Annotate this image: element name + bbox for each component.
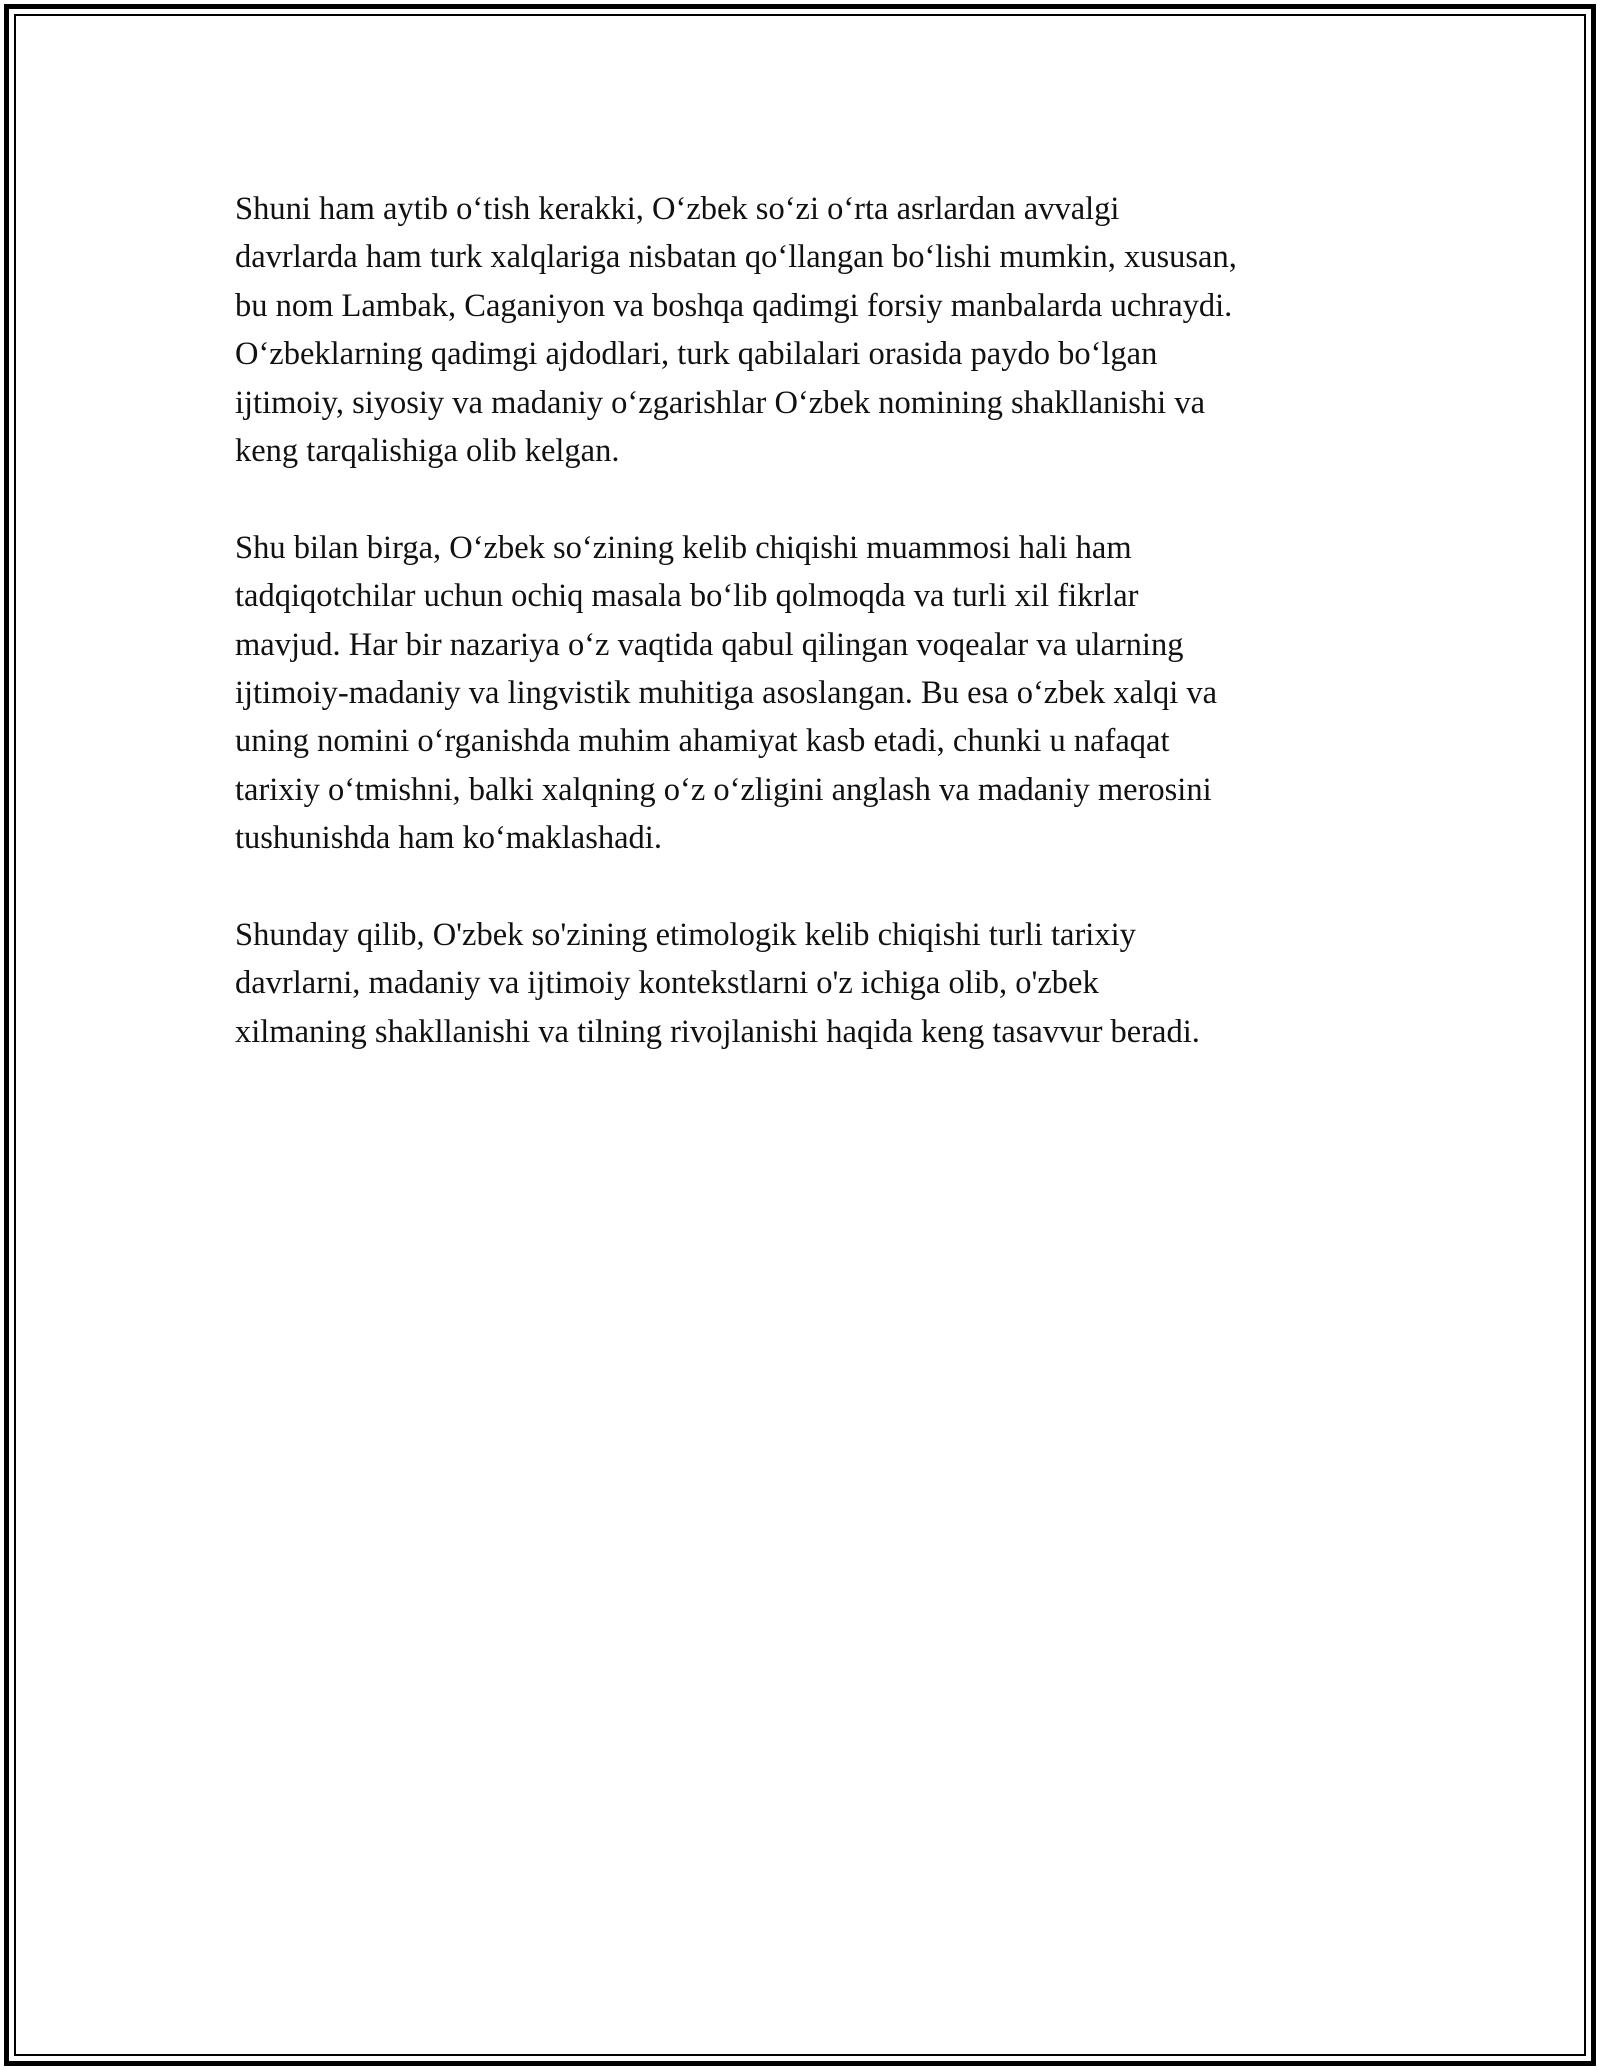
text-line: bu nom Lambak, Caganiyon va boshqa qadimgi forsiy manbalarda uchraydi. bbox=[235, 287, 1233, 324]
text-line: tarixiy o‘tmishni, balki xalqning o‘z o‘zligini anglash va madaniy merosini bbox=[235, 771, 1212, 808]
text-line: uning nomini o‘rganishda muhim ahamiyat kasb etadi, chunki u nafaqat bbox=[235, 723, 1170, 760]
text-line: davrlarni, madaniy va ijtimoiy kontekstlarni o'z ichiga olib, o'zbek bbox=[235, 965, 1099, 1002]
text-line: keng tarqalishiga olib kelgan. bbox=[235, 433, 620, 470]
text-line: ijtimoiy, siyosiy va madaniy o‘zgarishlar O‘zbek nomining shakllanishi va bbox=[235, 384, 1206, 421]
text-line: Shunday qilib, O'zbek so'zining etimologik kelib chiqishi turli tarixiy bbox=[235, 917, 1136, 954]
text-line: Shuni ham aytib o‘tish kerakki, O‘zbek so‘zi o‘rta asrlardan avvalgi bbox=[235, 191, 1120, 227]
text-line: davrlarda ham turk xalqlariga nisbatan qo‘llangan bo‘lishi mumkin, xususan, bbox=[235, 239, 1237, 276]
text-line: xilmaning shakllanishi va tilning rivojlanishi haqida keng tasavvur beradi. bbox=[235, 1013, 1200, 1050]
text-line: Shu bilan birga, O‘zbek so‘zining kelib chiqishi muammosi hali ham bbox=[235, 529, 1132, 566]
paragraph-1 bbox=[235, 185, 1370, 475]
paragraph-2 bbox=[235, 524, 1370, 863]
text-line: tushunishda ham ko‘maklashadi. bbox=[235, 820, 662, 857]
text-line: mavjud. Har bir nazariya o‘z vaqtida qabul qilingan voqealar va ularning bbox=[235, 626, 1184, 663]
text-line: ijtimoiy-madaniy va lingvistik muhitiga asoslangan. Bu esa o‘zbek xalqi va bbox=[235, 675, 1218, 712]
text-line: tadqiqotchilar uchun ochiq masala bo‘lib qolmoqda va turli xil fikrlar bbox=[235, 578, 1139, 615]
text-line: O‘zbeklarning qadimgi ajdodlari, turk qabilalari orasida paydo bo‘lgan bbox=[235, 336, 1158, 373]
document-body bbox=[235, 185, 1370, 1105]
paragraph-3 bbox=[235, 911, 1370, 1056]
